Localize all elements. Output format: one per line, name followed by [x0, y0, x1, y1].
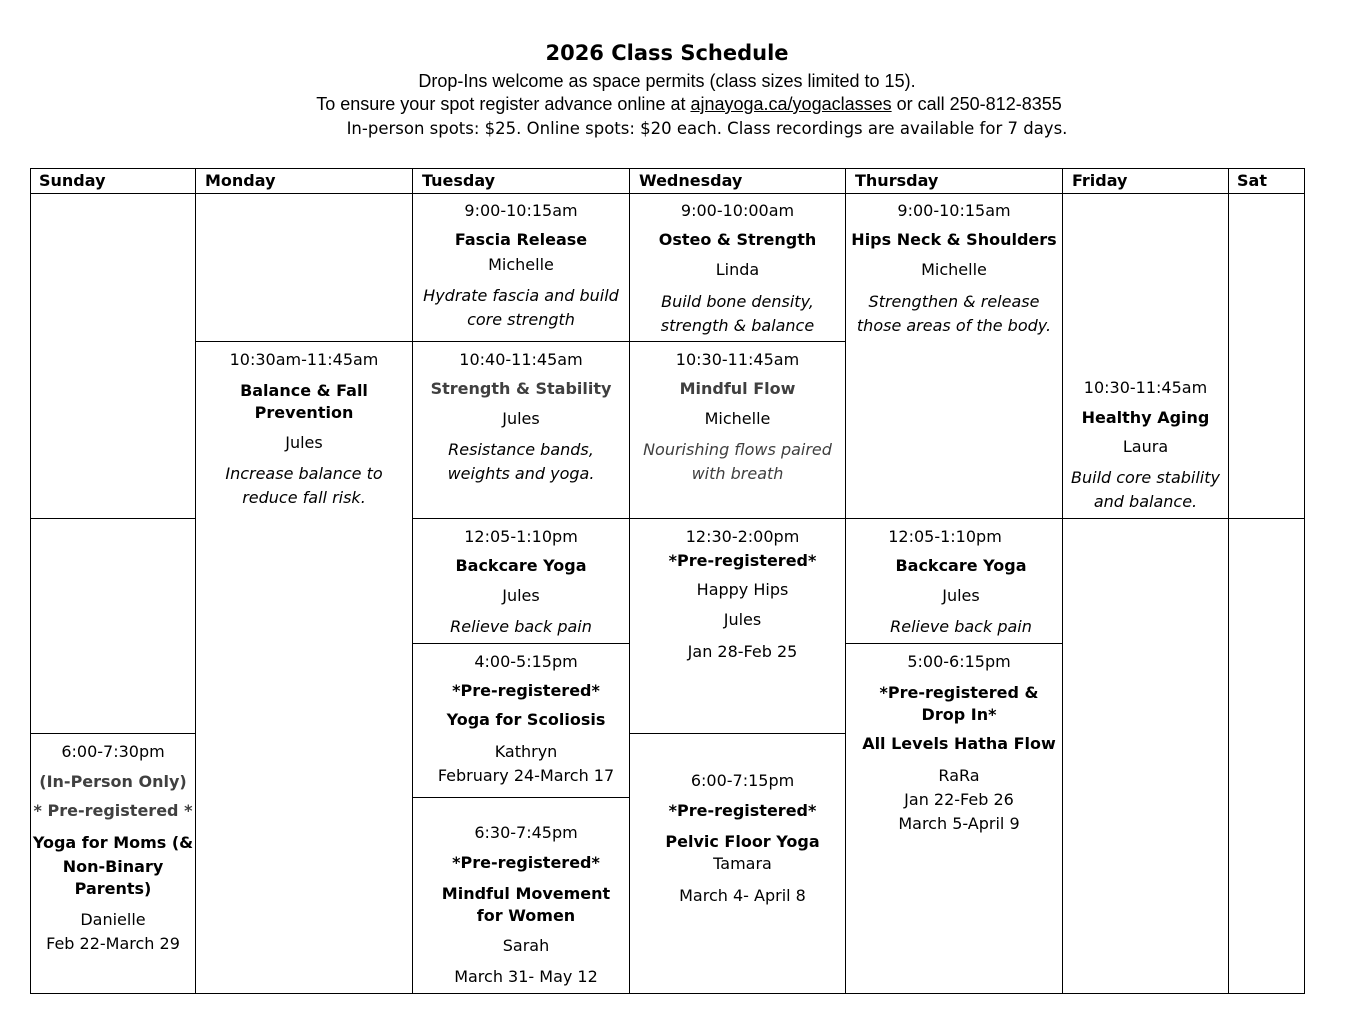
class-prereg-note: *Pre-registered &	[879, 683, 1039, 702]
class-thu-hips-neck-shoulders	[846, 201, 1062, 338]
class-description: strength & balance	[660, 316, 815, 335]
class-tue-yoga-scoliosis	[413, 652, 639, 788]
grid-line	[845, 643, 1062, 644]
class-name: Balance & Fall	[240, 381, 368, 400]
class-time: 5:00-6:15pm	[907, 652, 1011, 671]
class-prereg-note: *Pre-registered*	[452, 681, 600, 700]
class-teacher: RaRa	[938, 766, 980, 785]
class-teacher: Michelle	[704, 409, 771, 428]
day-header-saturday: Sat	[1237, 171, 1267, 190]
class-name: Backcare Yoga	[455, 556, 587, 575]
class-name: Strength & Stability	[430, 379, 612, 398]
class-name: All Levels Hatha Flow	[862, 734, 1056, 753]
class-name: Mindful Flow	[679, 379, 796, 398]
class-dates: March 31- May 12	[454, 967, 598, 986]
class-name: Hips Neck & Shoulders	[851, 230, 1057, 249]
class-time: 10:40-11:45am	[459, 350, 583, 369]
class-description: Hydrate fascia and build	[423, 286, 619, 305]
class-teacher: Tamara	[713, 854, 772, 873]
dropin-note: Drop-Ins welcome as space permits (class sizes limited to 15).	[418, 71, 916, 91]
page-title: 2026 Class Schedule	[545, 41, 789, 65]
class-name: for Women	[476, 906, 576, 925]
class-time: 6:30-7:45pm	[474, 823, 578, 842]
class-tue-fascia-release	[413, 201, 629, 332]
class-time: 10:30am-11:45am	[229, 350, 379, 369]
register-note	[12, 94, 1354, 115]
class-description: Build core stability	[1071, 468, 1220, 487]
class-name: Healthy Aging	[1081, 408, 1210, 427]
class-teacher: Jules	[502, 586, 540, 605]
class-description: Increase balance to	[225, 464, 383, 483]
class-dates: March 5-April 9	[898, 814, 1020, 833]
phone-text: or call 250-812-8355	[891, 94, 1062, 114]
day-header-sunday: Sunday	[39, 171, 106, 190]
class-name: Parents)	[74, 879, 152, 898]
grid-line	[412, 518, 1305, 519]
class-time: 9:00-10:15am	[464, 201, 578, 220]
class-description: those areas of the body.	[856, 316, 1052, 335]
class-description: Relieve back pain	[450, 617, 592, 636]
class-thu-hatha-flow	[846, 652, 1072, 836]
class-teacher: Michelle	[488, 255, 554, 274]
class-wed-mindful-flow	[630, 350, 845, 486]
class-thu-backcare-yoga	[846, 527, 1062, 639]
class-description: weights and yoga.	[447, 464, 595, 483]
class-description: Relieve back pain	[890, 617, 1032, 636]
class-teacher: Michelle	[921, 260, 987, 279]
class-teacher: Jules	[723, 610, 762, 629]
class-description: Strengthen & release	[868, 292, 1040, 311]
grid-line	[30, 168, 1305, 169]
day-header-wednesday: Wednesday	[639, 171, 743, 190]
register-text: To ensure your spot register advance online at	[316, 94, 691, 114]
class-name: Mindful Movement	[441, 884, 611, 903]
class-description: reduce fall risk.	[242, 488, 366, 507]
class-teacher: Jules	[942, 586, 980, 605]
class-dates: March 4- April 8	[679, 886, 806, 905]
class-description: with breath	[691, 464, 784, 483]
day-header-tuesday: Tuesday	[422, 171, 496, 190]
grid-line	[195, 341, 846, 342]
class-prereg-note: *Pre-registered*	[452, 853, 600, 872]
class-fri-healthy-aging	[1063, 378, 1228, 514]
class-dates: Feb 22-March 29	[46, 934, 180, 953]
class-prereg-note: *Pre-registered*	[668, 551, 817, 570]
class-wed-osteo-strength	[630, 201, 845, 338]
class-description: Nourishing flows paired	[643, 440, 832, 459]
class-time: 12:30-2:00pm	[685, 527, 800, 546]
class-prereg-note: * Pre-registered *	[33, 801, 193, 820]
class-time: 4:00-5:15pm	[474, 652, 578, 671]
class-mon-balance-fall-prevention	[196, 350, 412, 510]
class-time: 12:05-1:10pm	[888, 527, 1002, 546]
class-teacher: Linda	[715, 260, 760, 279]
class-dates: Jan 28-Feb 25	[687, 642, 798, 661]
class-teacher: Danielle	[80, 910, 146, 929]
class-teacher: Laura	[1122, 437, 1169, 456]
class-name: Pelvic Floor Yoga	[665, 832, 820, 851]
class-teacher: Kathryn	[494, 742, 558, 761]
class-name: Non-Binary	[62, 857, 164, 876]
grid-line	[412, 643, 629, 644]
grid-line	[30, 193, 1305, 194]
class-name: Backcare Yoga	[895, 556, 1027, 575]
class-time: 10:30-11:45am	[675, 350, 800, 369]
class-dates: February 24-March 17	[437, 766, 615, 785]
class-teacher: Sarah	[502, 936, 550, 955]
class-tue-mindful-movement-women	[413, 823, 639, 989]
register-link[interactable]: ajnayoga.ca/yogaclasses	[690, 94, 892, 114]
class-sun-yoga-for-moms	[31, 742, 195, 956]
class-name: Yoga for Moms (&	[32, 833, 194, 852]
grid-line	[30, 733, 196, 734]
class-time: 12:05-1:10pm	[464, 527, 578, 546]
class-prereg-note: Drop In*	[921, 705, 997, 724]
class-description: Build bone density,	[661, 292, 814, 311]
class-prereg-note: *Pre-registered*	[668, 801, 817, 820]
class-time: 9:00-10:00am	[680, 201, 795, 220]
class-time: 6:00-7:30pm	[61, 742, 165, 761]
day-header-friday: Friday	[1072, 171, 1128, 190]
grid-line	[195, 168, 196, 994]
class-time: 10:30-11:45am	[1083, 378, 1208, 397]
class-description: core strength	[467, 310, 575, 329]
class-teacher: Jules	[502, 409, 540, 428]
class-name: Yoga for Scoliosis	[446, 710, 606, 729]
grid-line	[1062, 168, 1063, 994]
class-name: Prevention	[254, 403, 354, 422]
grid-line	[412, 797, 629, 798]
class-dates: Jan 22-Feb 26	[904, 790, 1014, 809]
day-header-thursday: Thursday	[855, 171, 939, 190]
grid-line	[1304, 168, 1305, 994]
class-time: 9:00-10:15am	[897, 201, 1011, 220]
grid-line	[1228, 168, 1229, 994]
class-name: Happy Hips	[696, 580, 789, 599]
grid-line	[30, 518, 196, 519]
pricing-note: In-person spots: $25. Online spots: $20 each. Class recordings are available for 7 days.	[346, 119, 1068, 138]
class-time: 6:00-7:15pm	[690, 771, 795, 790]
grid-line	[629, 733, 846, 734]
grid-line	[30, 993, 1305, 994]
class-description: Resistance bands,	[448, 440, 594, 459]
class-name: Osteo & Strength	[658, 230, 817, 249]
class-description: and balance.	[1093, 492, 1198, 511]
class-wed-happy-hips	[630, 527, 855, 664]
day-header-monday: Monday	[205, 171, 276, 190]
class-wed-pelvic-floor-yoga	[630, 771, 855, 908]
class-name: Fascia Release	[454, 230, 588, 249]
class-teacher: Jules	[285, 433, 323, 452]
class-tue-backcare-yoga	[413, 527, 629, 639]
class-inperson-note: (In-Person Only)	[39, 772, 187, 791]
class-tue-strength-stability	[413, 350, 629, 486]
